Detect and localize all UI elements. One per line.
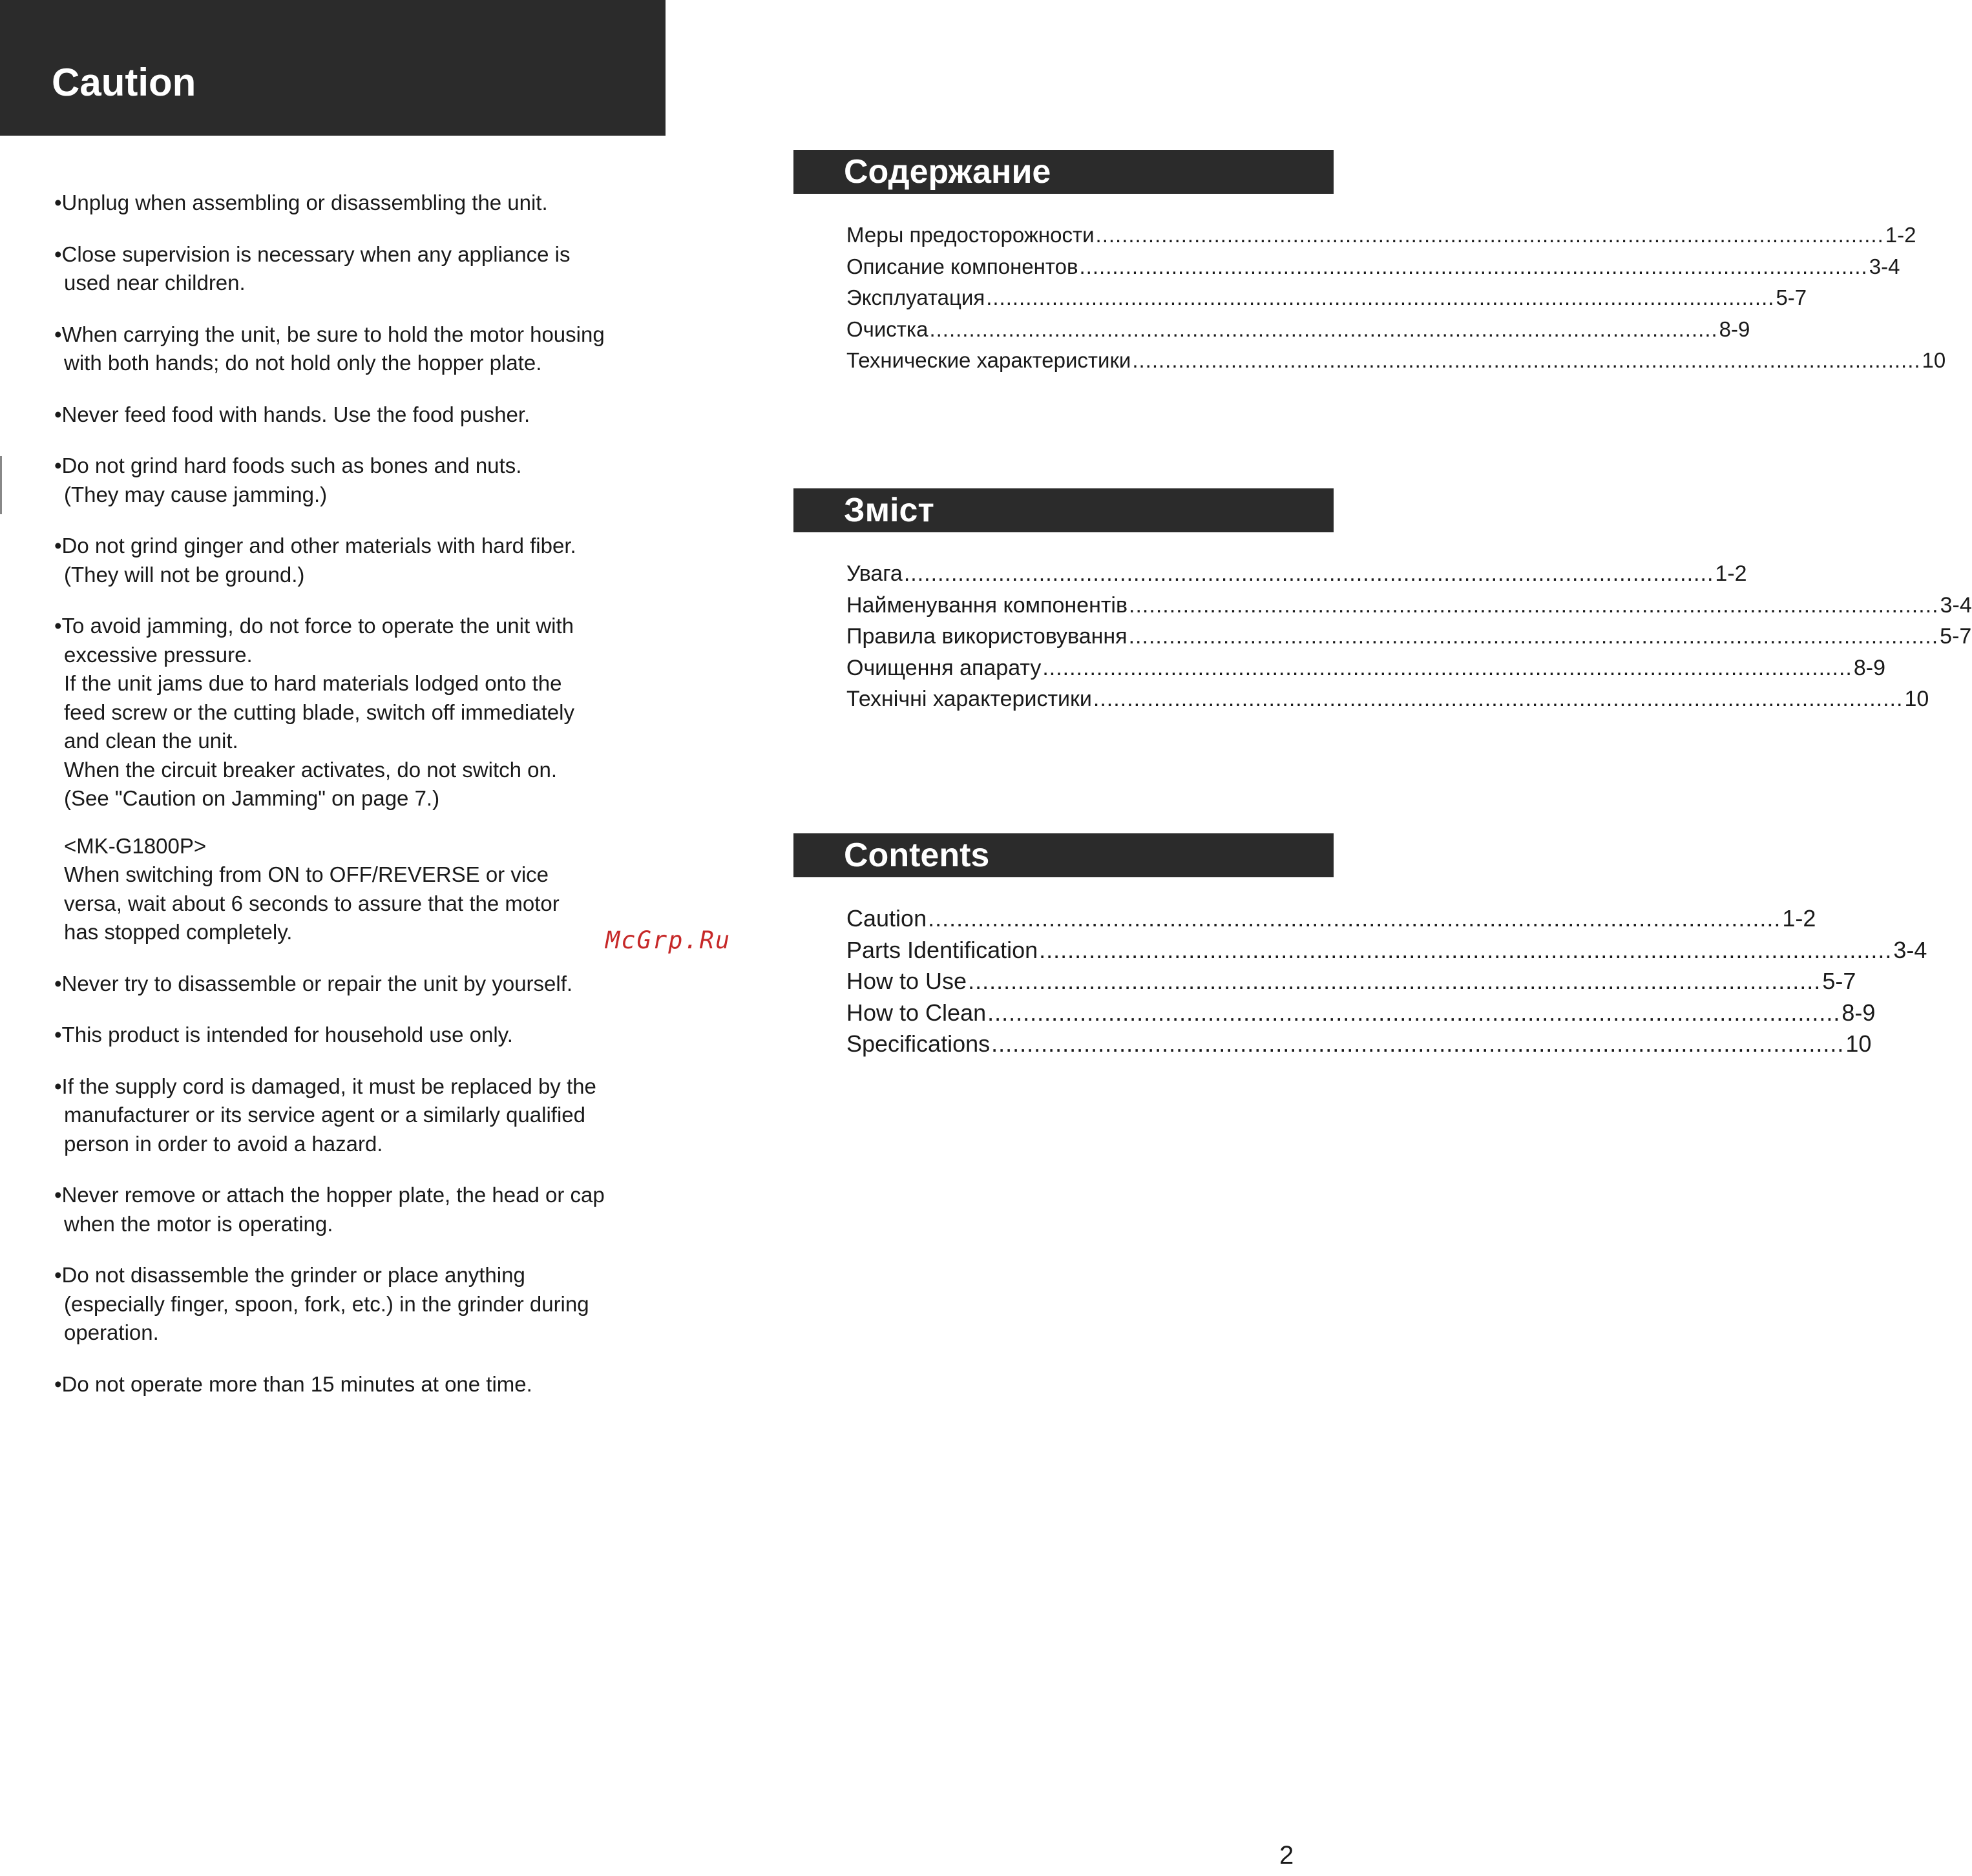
toc-row <box>846 966 1856 997</box>
caution-item <box>54 189 655 218</box>
caution-item <box>54 1072 655 1159</box>
toc-page: 3-4 <box>1940 592 1972 618</box>
caution-header <box>0 0 666 136</box>
caution-line: (See "Caution on Jamming" on page 7.) <box>64 786 440 810</box>
margin-mark <box>0 456 2 514</box>
toc-leader-dots: ........................................................................................................................ <box>928 905 1781 932</box>
toc-page: 5-7 <box>1940 624 1972 649</box>
toc-label: Parts Identification <box>846 936 1038 963</box>
toc-page: 3-4 <box>1869 254 1900 278</box>
caution-line: •Unplug when assembling or disassembling the unit. <box>54 191 548 214</box>
caution-line: •Never remove or attach the hopper plate, the head or cap <box>54 1183 605 1207</box>
toc-label: Эксплуатация <box>846 286 985 309</box>
toc-russian-title: Содержание <box>793 150 1334 194</box>
toc-leader-dots: ........................................................................................................................ <box>1095 223 1884 247</box>
caution-item <box>54 1261 655 1348</box>
caution-item <box>54 240 655 298</box>
toc-leader-dots: ........................................................................................................................ <box>1129 592 1939 618</box>
toc-english-list <box>846 903 1927 1060</box>
caution-line: •If the supply cord is damaged, it must be replaced by the <box>54 1074 596 1098</box>
caution-line: operation. <box>64 1320 159 1344</box>
toc-leader-dots: ........................................................................................................................ <box>1079 254 1868 278</box>
watermark: McGrp.Ru <box>605 926 731 954</box>
toc-label: Specifications <box>846 1030 991 1057</box>
toc-page: 1-2 <box>1885 223 1916 247</box>
toc-leader-dots: ........................................................................................................................ <box>987 999 1841 1026</box>
toc-russian <box>793 150 1946 377</box>
toc-row <box>846 590 1972 621</box>
caution-line: •This product is intended for household use only. <box>54 1023 513 1047</box>
toc-label: Очищення апарату <box>846 655 1042 680</box>
caution-line: •Do not grind hard foods such as bones and nuts. <box>54 453 522 477</box>
toc-page: 3-4 <box>1893 936 1927 963</box>
caution-item <box>54 1181 655 1238</box>
toc-english <box>793 833 1927 1060</box>
toc-ukrainian-list <box>846 558 1972 715</box>
caution-line: •Do not grind ginger and other materials with hard fiber. <box>54 534 576 558</box>
caution-line: When switching from ON to OFF/REVERSE or vice <box>64 862 549 886</box>
toc-label: Очистка <box>846 317 928 341</box>
toc-row <box>846 683 1929 715</box>
caution-line: •When carrying the unit, be sure to hold the motor housing <box>54 322 605 346</box>
caution-line: used near children. <box>64 271 246 295</box>
toc-leader-dots: ........................................................................................................................ <box>903 561 1714 586</box>
caution-item <box>54 832 655 947</box>
toc-label: Технические характеристики <box>846 348 1131 372</box>
toc-leader-dots: ........................................................................................................................ <box>968 968 1821 994</box>
toc-leader-dots: ........................................................................................................................ <box>1132 348 1921 372</box>
toc-row <box>846 935 1927 966</box>
caution-line: manufacturer or its service agent or a similarly qualified <box>64 1103 586 1127</box>
toc-page: 8-9 <box>1853 655 1886 680</box>
toc-label: How to Use <box>846 968 967 994</box>
caution-line: •Do not disassemble the grinder or place anything <box>54 1263 525 1287</box>
caution-item <box>54 1021 655 1050</box>
toc-label: Правила використовування <box>846 624 1128 649</box>
toc-russian-list <box>846 220 1946 377</box>
toc-leader-dots: ........................................................................................................................ <box>1042 655 1852 680</box>
toc-page: 5-7 <box>1776 286 1807 309</box>
caution-line: feed screw or the cutting blade, switch off immediately <box>64 700 574 724</box>
toc-label: Меры предосторожности <box>846 223 1095 247</box>
toc-label: How to Clean <box>846 999 987 1026</box>
toc-row <box>846 903 1816 935</box>
caution-line: <MK-G1800P> <box>64 833 207 858</box>
toc-leader-dots: ........................................................................................................................ <box>929 317 1718 341</box>
caution-line: when the motor is operating. <box>64 1211 333 1236</box>
toc-page: 10 <box>1904 687 1929 711</box>
toc-page: 8-9 <box>1719 317 1750 341</box>
toc-row <box>846 997 1876 1029</box>
toc-label: Увага <box>846 561 903 586</box>
toc-leader-dots: ........................................................................................................................ <box>1039 936 1893 963</box>
caution-item <box>54 320 655 378</box>
caution-line: (especially finger, spoon, fork, etc.) in the grinder during <box>64 1291 589 1316</box>
toc-label: Описание компонентов <box>846 254 1078 278</box>
caution-item <box>54 612 655 813</box>
toc-leader-dots: ........................................................................................................................ <box>991 1030 1845 1057</box>
caution-line: has stopped completely. <box>64 920 293 944</box>
caution-line: versa, wait about 6 seconds to assure that the motor <box>64 891 560 915</box>
caution-line: and clean the unit. <box>64 729 238 753</box>
toc-leader-dots: ........................................................................................................................ <box>1128 624 1939 649</box>
caution-line: with both hands; do not hold only the hopper plate. <box>64 351 542 375</box>
toc-ukrainian-title: Зміст <box>793 488 1334 532</box>
caution-item <box>54 452 655 509</box>
caution-line: •Never feed food with hands. Use the food pusher. <box>54 402 530 426</box>
toc-row <box>846 220 1916 251</box>
toc-label: Caution <box>846 905 927 932</box>
toc-page: 8-9 <box>1841 999 1876 1026</box>
caution-line: •To avoid jamming, do not force to operate the unit with <box>54 614 574 638</box>
toc-page: 10 <box>1922 348 1946 372</box>
caution-title: Caution <box>52 61 196 104</box>
toc-page: 1-2 <box>1782 905 1816 932</box>
caution-item <box>54 532 655 589</box>
toc-ukrainian <box>793 488 1972 715</box>
toc-row <box>846 314 1750 346</box>
toc-row <box>846 621 1972 652</box>
caution-item <box>54 401 655 430</box>
page-number: 2 <box>1279 1841 1294 1870</box>
caution-line: person in order to avoid a hazard. <box>64 1131 383 1156</box>
toc-leader-dots: ........................................................................................................................ <box>1093 687 1904 711</box>
caution-line: If the unit jams due to hard materials lodged onto the <box>64 671 562 695</box>
caution-line: •Never try to disassemble or repair the unit by yourself. <box>54 971 573 995</box>
caution-item <box>54 1370 655 1399</box>
caution-item <box>54 970 655 999</box>
toc-row <box>846 345 1946 377</box>
caution-line: excessive pressure. <box>64 642 253 667</box>
toc-row <box>846 251 1900 283</box>
toc-row <box>846 652 1886 684</box>
toc-english-title: Contents <box>793 833 1334 877</box>
toc-leader-dots: ........................................................................................................................ <box>986 286 1775 309</box>
toc-page: 5-7 <box>1822 968 1856 994</box>
toc-label: Технічні характеристики <box>846 687 1092 711</box>
caution-line: When the circuit breaker activates, do not switch on. <box>64 757 558 782</box>
toc-row <box>846 558 1747 590</box>
toc-label: Найменування компонентів <box>846 592 1128 618</box>
toc-page: 10 <box>1845 1030 1872 1057</box>
caution-line: •Do not operate more than 15 minutes at one time. <box>54 1371 532 1396</box>
caution-line: (They will not be ground.) <box>64 562 305 587</box>
toc-row <box>846 282 1807 314</box>
caution-line: •Close supervision is necessary when any appliance is <box>54 242 571 266</box>
caution-line: (They may cause jamming.) <box>64 482 328 506</box>
caution-list <box>54 189 655 1421</box>
toc-page: 1-2 <box>1715 561 1747 586</box>
toc-row <box>846 1028 1872 1060</box>
